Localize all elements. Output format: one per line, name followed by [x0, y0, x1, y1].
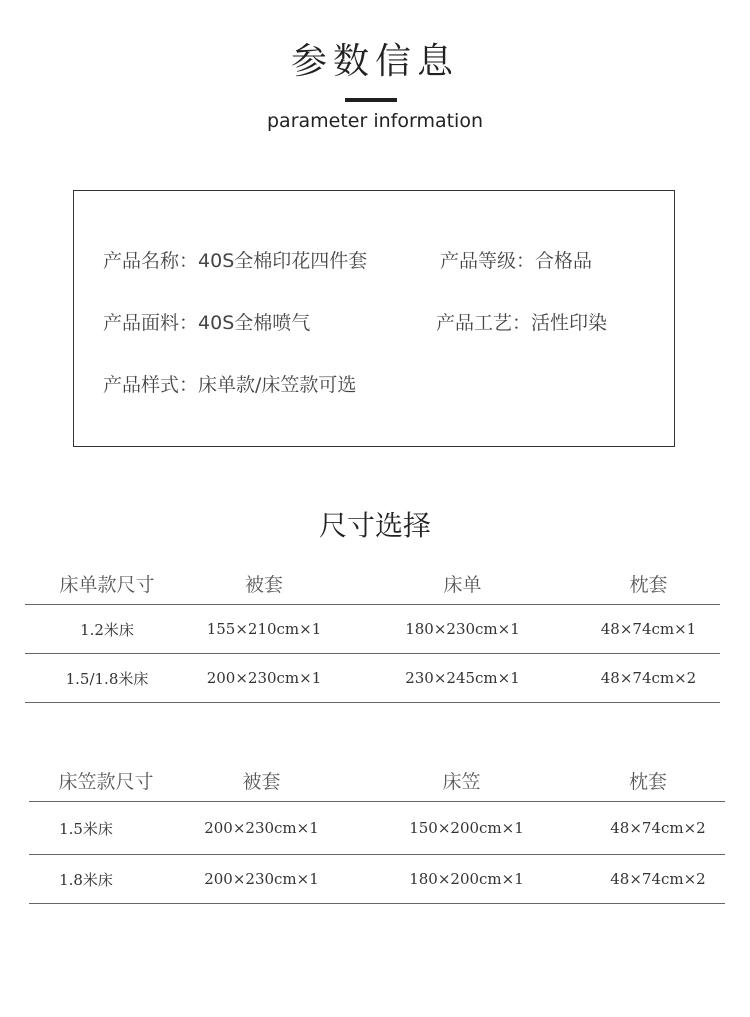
page-title: 参数信息 [290, 41, 459, 82]
table-cell: 230×245cm×1 [405, 669, 520, 687]
param-label: 产品工艺 [436, 312, 513, 334]
table-row [29, 802, 725, 855]
table-cell: 155×210cm×1 [206, 620, 322, 638]
table-cell: 48×74cm×2 [610, 870, 706, 888]
table-cell: 200×230cm×1 [206, 669, 322, 687]
table-row [25, 605, 720, 654]
table-cell: 180×200cm×1 [409, 870, 524, 888]
size-table-sheet [25, 563, 720, 703]
size-table-fitted [29, 760, 725, 904]
table-cell: 1.2米床 [80, 620, 134, 639]
table-cell: 200×230cm×1 [204, 819, 319, 837]
table-cell: 200×230cm×1 [204, 870, 319, 888]
table-header-cell: 被套 [244, 574, 283, 596]
param-label: 产品面料 [103, 312, 180, 334]
table-row [25, 654, 720, 703]
table-header-cell: 床单款尺寸 [59, 574, 155, 596]
table-header-cell: 枕套 [628, 771, 667, 793]
table-cell: 1.5米床 [59, 819, 113, 838]
param-product-name [103, 248, 367, 274]
param-value: 40S全棉印花四件套 [198, 250, 368, 272]
param-product-grade [440, 248, 592, 274]
table-header-cell: 枕套 [629, 574, 668, 596]
param-value: 床单款/床笠款可选 [198, 374, 357, 396]
table-header-cell: 床笠款尺寸 [58, 771, 154, 793]
table-header-cell: 床单 [443, 574, 482, 596]
title-underline [345, 98, 397, 102]
parameter-box [73, 190, 675, 447]
param-colon: ： [179, 312, 199, 334]
param-colon: ： [179, 374, 199, 396]
param-label: 产品等级 [440, 250, 517, 272]
param-value: 合格品 [535, 250, 593, 272]
param-colon: ： [516, 250, 536, 272]
table-header-cell: 被套 [242, 771, 281, 793]
table-cell: 48×74cm×1 [600, 620, 697, 638]
param-colon: ： [512, 312, 532, 334]
param-product-process [436, 310, 607, 336]
param-product-style [103, 372, 356, 398]
param-colon: ： [179, 250, 199, 272]
param-label: 产品名称 [103, 250, 180, 272]
table-header-cell: 床笠 [442, 771, 481, 793]
table-cell: 150×200cm×1 [409, 819, 524, 837]
param-product-fabric [103, 310, 310, 336]
table-header-row [25, 563, 720, 605]
param-value: 活性印染 [531, 312, 608, 334]
table-cell: 1.8米床 [59, 870, 113, 889]
page-subtitle: parameter information [266, 110, 483, 132]
table-cell: 180×230cm×1 [405, 620, 520, 638]
table-cell: 48×74cm×2 [610, 819, 706, 837]
table-header-row [29, 760, 725, 802]
table-row [29, 855, 725, 904]
param-value: 40S全棉喷气 [198, 312, 311, 334]
table-cell: 48×74cm×2 [600, 669, 697, 687]
table-cell: 1.5/1.8米床 [65, 669, 149, 688]
size-section-title: 尺寸选择 [318, 509, 431, 542]
param-label: 产品样式 [103, 374, 180, 396]
